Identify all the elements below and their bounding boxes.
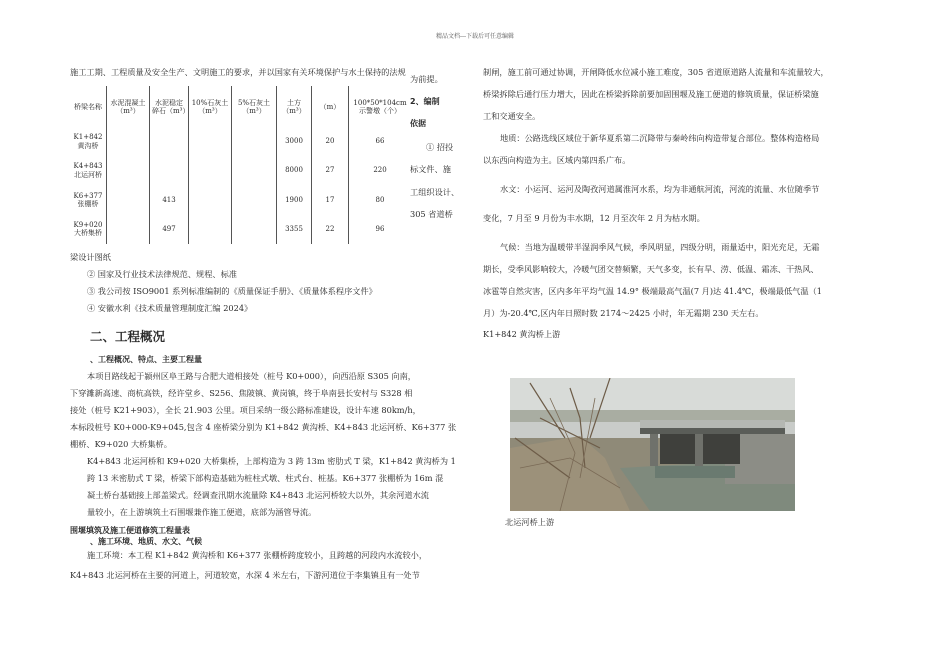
subsection-heading: 、施工环境、地质、水文、气候 [90, 537, 202, 546]
right-column [483, 64, 883, 343]
table-header-cell: 土方（m³） [277, 86, 312, 128]
text-line: 冰雹等自然灾害，区内多年平均气温 14.9° 极端最高气温(7 月)达 41.4℃，极端最低气温（1 [483, 286, 822, 296]
table-cell: 220 [373, 166, 387, 175]
text-line: 水文：小运河、运河及陶孜河道属淮河水系，均为非通航河流，河流的流量、水位随季节 [500, 184, 820, 194]
table-row [70, 186, 411, 214]
basis-item: ③ 我公司按 ISO9001 系列标准编制的《质量保证手册》、《质量体系程序文件》 [87, 286, 377, 296]
subsection-heading: 、工程概况、特点、主要工程量 [90, 355, 202, 364]
text-line: 本项目路线起于颍州区阜王路与合肥大道相接处（桩号 K0+000），向西沿原 S305 向南， [87, 371, 416, 381]
text-line: 凝土桥台基础接上部盖梁式。经调查汛期水流量除 K4+843 北运河桥较大以外，其余河道水流 [87, 490, 429, 500]
text-line: 桥梁拆除后通行压力增大，因此在桥梁拆除前要加固围堰及施工便道的修筑质量，保证桥梁施 [483, 89, 819, 99]
table-cell [189, 128, 232, 155]
structure-paragraph [70, 453, 490, 521]
table-header-cell: 水泥混凝土（m³） [107, 86, 150, 128]
section-title: 二、工程概况 [90, 329, 166, 344]
table-side-text [410, 71, 480, 223]
photo-caption-bottom: 北运河桥上游 [505, 517, 555, 527]
text-line: 地质：公路选线区域位于新华夏系第二沉降带与秦岭纬向构造带复合部位。整体构造格局 [500, 133, 820, 143]
text-line: 本标段桩号 K0+000-K9+045,包含 4 座桥梁分别为 K1+842 黄沟桥、K4+843 北运河桥、K6+377 张 [70, 422, 457, 432]
text-line: 以东西向构造为主。区域内第四系广布。 [483, 155, 631, 165]
table-cell: K6+377张棚桥 [70, 186, 107, 214]
table-cell [189, 186, 232, 214]
table-caption: 围堰填筑及施工便道修筑工程量表 [70, 526, 190, 535]
table-cell [107, 214, 150, 244]
table-header-cell: 5%石灰土（m³） [232, 86, 277, 128]
basis-item: ② 国家及行业技术法律规范、规程、标准 [87, 269, 237, 279]
text-line: 变化，7 月至 9 月份为丰水期，12 月至次年 2 月为枯水期。 [483, 213, 705, 223]
table-cell [107, 128, 150, 155]
text-line: 期长，受季风影响较大，冷暖气团交替频繁，天气多变，长有旱、涝、低温、霜冻、干热风、 [483, 264, 819, 274]
text-line: K4+843 北运河桥在主要的河道上，河道较宽，水深 4 米左右，下游河道位于李集镇且有一处节 [70, 570, 420, 580]
table-cell: 20 [312, 128, 349, 155]
table-cell [232, 128, 277, 155]
intro-text: 施工工期、工程质量及安全生产、文明施工的要求，并以国家有关环境保护与水土保持的法规 [70, 67, 406, 77]
page-header: 精品文档---下载后可任意编辑 [435, 33, 515, 40]
photo-caption-top: K1+842 黄沟桥上游 [483, 329, 561, 339]
text-line: 下穿濉新高速、商杭高铁，经许堂乡、S256、焦陂镇、黄岗镇，终于阜南县长安村与 S328 相 [70, 388, 413, 398]
text-line: ① 招投 [426, 141, 454, 152]
table-cell [107, 155, 150, 186]
text-line: 依据 [410, 119, 426, 128]
table-cell [150, 128, 189, 155]
table-cell: 3000 [277, 128, 312, 155]
text-line: 工和交通安全。 [483, 111, 541, 121]
table-cell [189, 214, 232, 244]
text-line: 月）为-20.4℃,区内年日照时数 2174～2425 小时，年无霜期 230 天左右。 [483, 308, 764, 318]
bridge-photo-image [510, 378, 795, 511]
table-cell [189, 155, 232, 186]
table-row [70, 155, 411, 186]
table-cell: 22 [312, 214, 349, 244]
bridge-photo [510, 378, 795, 511]
text-line: 工组织设计、 [410, 186, 460, 197]
text-line: 2、编制 [410, 96, 440, 106]
table-header-cell: 10%石灰土（m³） [189, 86, 232, 128]
text-line: 305 省道桥 [410, 209, 453, 219]
table-header-cell: 100*50*104cm示警墩（个） [353, 98, 407, 115]
text-line: 为前提。 [410, 74, 443, 84]
text-line: K4+843 北运河桥和 K9+020 大桥集桥，上部构造为 3 跨 13m 密肋式 T 梁，K1+842 黄沟桥为 1 [87, 456, 456, 466]
table-row [70, 214, 411, 244]
quantity-table [70, 86, 411, 244]
table-cell: 1900 [277, 186, 312, 214]
table-cell: 497 [150, 214, 189, 244]
table-cell: K4+843北运河桥 [70, 155, 107, 186]
table-cell: 96 [375, 224, 385, 233]
design-drawing-text: 梁设计图纸 [70, 252, 111, 262]
table-cell [150, 155, 189, 186]
table-cell: 8000 [277, 155, 312, 186]
table-cell: 66 [375, 137, 385, 146]
table-cell [232, 155, 277, 186]
overview-paragraph [70, 368, 490, 453]
text-line: 跨 13 米密肋式 T 梁，桥梁下部构造基础为桩柱式墩、柱式台、桩基。K6+377 张棚桥为 16m 混 [87, 473, 444, 483]
table-cell [232, 214, 277, 244]
table-cell: 27 [312, 155, 349, 186]
table-cell: K1+842黄沟桥 [70, 128, 107, 155]
table-row [70, 128, 411, 155]
table-cell: K9+020大桥集桥 [70, 214, 107, 244]
basis-item: ④ 安徽水利《技术质量管理制度汇编 2024》 [87, 303, 253, 313]
text-line: 量较小，在上游填筑土石围堰兼作施工便道，底部为涵管导流。 [87, 507, 317, 517]
text-line: 制闸，施工前可通过协调，开闸降低水位减小施工难度，305 省道原道路人流量和车流量较大， [483, 67, 829, 77]
table-header-cell: 水泥稳定碎石（m³） [150, 86, 189, 128]
text-line: 气候：当地为温暖带半湿润季风气候，季风明显，四级分明，雨量适中，阳光充足，无霜 [500, 242, 820, 252]
table-header-cell: 桥梁名称 [70, 86, 107, 128]
text-line: 施工环境：本工程 K1+842 黄沟桥和 K6+377 张棚桥跨度较小，且跨越的河段内水流较小， [87, 550, 428, 560]
table-cell [232, 186, 277, 214]
table-cell: 80 [375, 195, 385, 204]
table-header-cell: （m） [312, 86, 349, 128]
table-cell: 413 [150, 186, 189, 214]
text-line: 标文件、施 [410, 164, 451, 174]
text-line: 接处（桩号 K21+903），全长 21.903 公里。项目采纳一级公路标准建设，设计车速 80km/h， [70, 405, 421, 415]
table-cell: 17 [312, 186, 349, 214]
table-header-row [70, 86, 411, 128]
table-cell: 3355 [277, 214, 312, 244]
text-line: 棚桥、K9+020 大桥集桥。 [70, 439, 172, 449]
table-cell [107, 186, 150, 214]
